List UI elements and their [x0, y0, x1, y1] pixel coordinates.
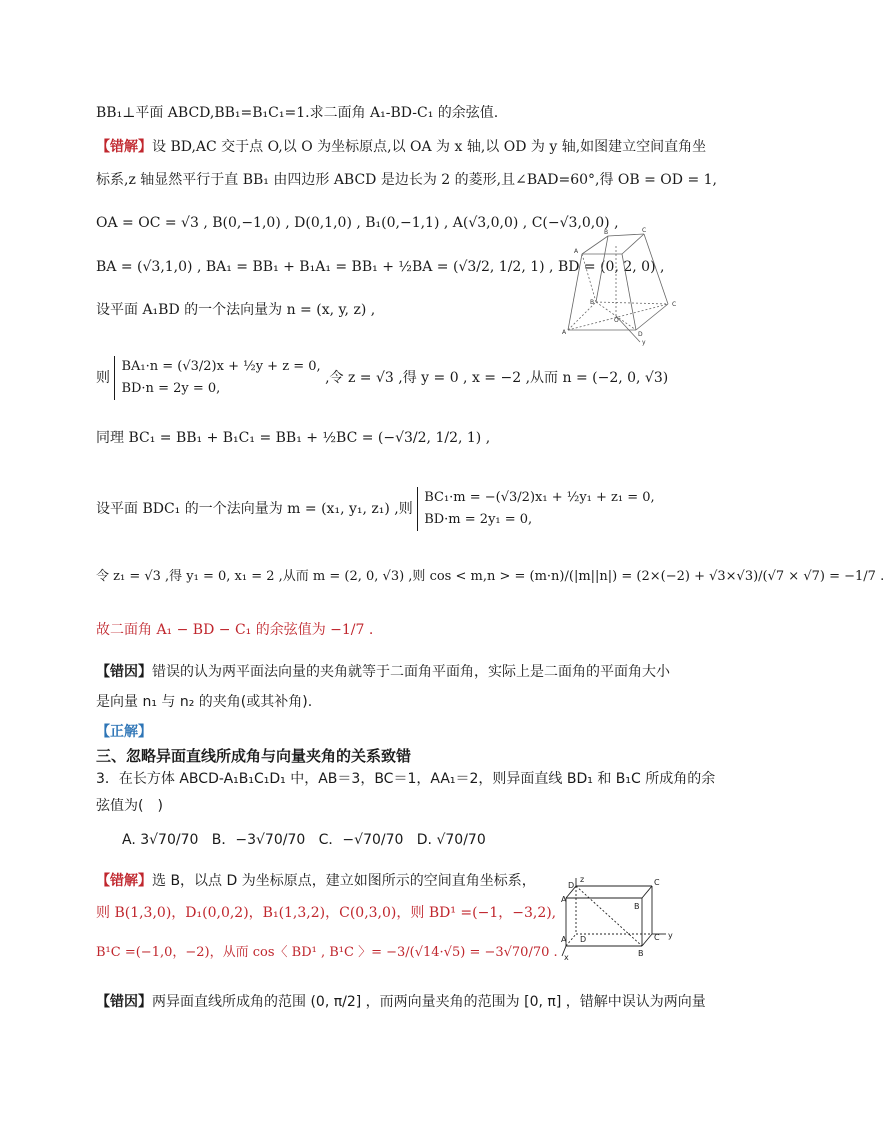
cuboid-figure: [562, 876, 680, 962]
svg-text:C: C: [672, 301, 677, 308]
line-21-text: 两异面直线所成角的范围 (0, π/2] ，而两向量夹角的范围为 [0, π] ，错解中误认为两向量: [152, 994, 706, 1010]
system-2-eq2: BD·m = 2y₁ = 0,: [424, 512, 533, 527]
system-2-eq1: BC₁·m = −(√3/2)x₁ + ½y₁ + z₁ = 0,: [424, 490, 655, 505]
tag-wrong-solution: 【错解】: [96, 139, 152, 155]
options-row: [122, 830, 486, 850]
option-c: C．−√70/70: [318, 832, 404, 848]
line-9-pre: 设平面 BDC₁ 的一个法向量为 m = (x₁, y₁, z₁) ,则: [96, 501, 413, 517]
line-7-post: ,令 z = √3 ,得 y = 0 , x = −2 ,从而 n = (−2, 0, √3): [325, 370, 669, 386]
svg-text:B: B: [604, 229, 609, 236]
tag-error-cause: 【错因】: [96, 664, 152, 680]
system-1: [114, 356, 320, 400]
tag-correct-solution: 【正解】: [96, 724, 152, 740]
svg-text:A: A: [562, 329, 567, 336]
line-7-pre: 则: [96, 370, 110, 386]
line-10: 令 z₁ = √3 ,得 y₁ = 0, x₁ = 2 ,从而 m = (2, 0, √3) ,则 cos < m,n > = (m·n)/(|m||n|) = (2×(−2) + √3×√3)/(√7 × √7) = −1/7 .: [96, 569, 884, 584]
svg-text:y: y: [642, 339, 646, 346]
prism-figure: [560, 226, 700, 346]
svg-text:A: A: [561, 895, 567, 904]
svg-text:D: D: [568, 881, 575, 890]
svg-text:z: z: [580, 875, 585, 884]
system-1-eq1: BA₁·n = (√3/2)x + ½y + z = 0,: [121, 359, 321, 374]
svg-text:B: B: [638, 949, 644, 958]
svg-text:D: D: [580, 935, 587, 944]
tag-error-cause-2: 【错因】: [96, 994, 152, 1010]
svg-text:B: B: [590, 299, 595, 306]
line-12-text: 错误的认为两平面法向量的夹角就等于二面角平面角，实际上是二面角的平面角大小: [152, 664, 670, 680]
line-2-text: 设 BD,AC 交于点 O,以 O 为坐标原点,以 OA 为 x 轴,以 OD 为 y 轴,如图建立空间直角坐: [152, 139, 707, 155]
line-8: 同理 BC₁ = BB₁ + B₁C₁ = BB₁ + ½BC = (−√3/2, 1/2, 1) ,: [96, 430, 491, 446]
line-19: 则 B(1,3,0)，D₁(0,0,2)，B₁(1,3,2)，C(0,3,0)，则 BD¹ =(−1，−3,2),: [96, 905, 557, 921]
option-b: B．−3√70/70: [211, 832, 306, 848]
line-21: [96, 992, 706, 1012]
svg-text:y: y: [668, 931, 673, 940]
svg-text:O: O: [614, 317, 619, 324]
line-11: 故二面角 A₁ − BD − C₁ 的余弦值为 −1/7 .: [96, 622, 374, 638]
section-heading: 三、忽略异面直线所成角与向量夹角的关系致错: [96, 747, 412, 765]
svg-text:A: A: [574, 248, 579, 255]
system-2: [417, 487, 654, 531]
svg-text:C: C: [654, 878, 660, 887]
line-7: [96, 356, 668, 400]
svg-text:A: A: [561, 935, 567, 944]
line-18-text: 选 B，以点 D 为坐标原点，建立如图所示的空间直角坐标系，: [152, 873, 536, 889]
svg-text:D: D: [638, 331, 643, 338]
svg-text:B: B: [634, 902, 640, 911]
line-16: 3．在长方体 ABCD-A₁B₁C₁D₁ 中，AB＝3，BC＝1，AA₁＝2，则异面直线 BD₁ 和 B₁C 所成角的余: [96, 771, 716, 787]
line-4: OA = OC = √3 , B(0,−1,0) , D(0,1,0) , B₁(0,−1,1) , A(√3,0,0) , C(−√3,0,0) ,: [96, 215, 619, 231]
line-13: 是向量 n₁ 与 n₂ 的夹角(或其补角).: [96, 694, 313, 710]
svg-text:C: C: [642, 227, 647, 234]
line-2: [96, 137, 706, 157]
svg-text:x: x: [564, 953, 569, 962]
line-6: 设平面 A₁BD 的一个法向量为 n = (x, y, z) ,: [96, 302, 376, 318]
line-12: [96, 662, 670, 682]
line-5: BA = (√3,1,0) , BA₁ = BB₁ + B₁A₁ = BB₁ + ½BA = (√3/2, 1/2, 1) , BD = (0, 2, 0) ,: [96, 259, 665, 275]
svg-text:C: C: [654, 933, 660, 942]
line-17: 弦值为( ): [96, 798, 163, 814]
line-1: BB₁⊥平面 ABCD,BB₁=B₁C₁=1.求二面角 A₁-BD-C₁ 的余弦值.: [96, 105, 499, 121]
line-18: [96, 871, 536, 891]
option-d: D. √70/70: [416, 832, 486, 848]
line-20: B¹C =(−1,0，−2)，从而 cos〈 BD¹ , B¹C 〉= −3/(√14·√5) = −3√70/70 .: [96, 945, 558, 960]
line-3: 标系,z 轴显然平行于直 BB₁ 由四边形 ABCD 是边长为 2 的菱形,且∠BAD=60°,得 OB = OD = 1,: [96, 172, 718, 188]
line-9: [96, 487, 655, 531]
option-a: A. 3√70/70: [122, 832, 199, 848]
tag-wrong-solution-2: 【错解】: [96, 873, 152, 889]
system-1-eq2: BD·n = 2y = 0,: [121, 381, 221, 396]
